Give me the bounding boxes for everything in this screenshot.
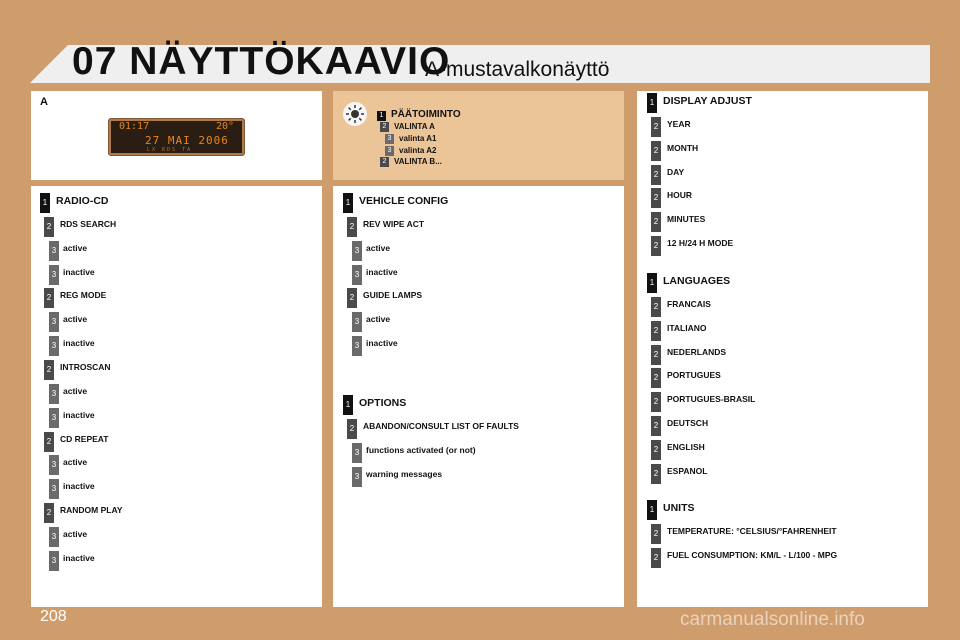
menu-item-label: ITALIANO <box>667 322 707 333</box>
menu-item-label: inactive <box>63 552 95 563</box>
menu-item-label: RADIO-CD <box>56 195 109 207</box>
menu-legend-label: VALINTA B... <box>394 157 442 166</box>
menu-item-label: FRANCAIS <box>667 298 711 309</box>
menu-item-label: GUIDE LAMPS <box>363 290 423 301</box>
menu-legend-panel <box>333 91 624 180</box>
menu-item-label: 12 H/24 H MODE <box>667 238 734 249</box>
menu-item-label: REV WIPE ACT <box>363 218 425 229</box>
menu-legend-label: valinta A2 <box>399 146 437 155</box>
level-badge: 2 <box>651 141 661 161</box>
level-badge: 3 <box>352 336 362 356</box>
level-badge: 1 <box>377 111 386 121</box>
menu-item-label: active <box>63 385 88 396</box>
menu-item-label: MINUTES <box>667 214 706 225</box>
menu-item-label: FUEL CONSUMPTION: KM/L - L/100 - MPG <box>667 549 838 560</box>
level-badge: 1 <box>343 395 353 415</box>
level-badge: 3 <box>49 551 59 571</box>
level-badge: 2 <box>347 217 357 237</box>
menu-item-label: active <box>366 314 391 325</box>
menu-item-label: active <box>63 314 88 325</box>
menu-item-label: inactive <box>63 409 95 420</box>
level-badge: 3 <box>49 527 59 547</box>
level-badge: 2 <box>651 416 661 436</box>
level-badge: 2 <box>651 464 661 484</box>
watermark: carmanualsonline.info <box>680 609 865 630</box>
menu-item-label: active <box>63 528 88 539</box>
menu-item-label: functions activated (or not) <box>366 444 476 455</box>
level-badge: 3 <box>49 384 59 404</box>
menu-item-label: REG MODE <box>60 290 107 301</box>
menu-legend-label: valinta A1 <box>399 134 437 143</box>
level-badge: 2 <box>651 165 661 185</box>
level-badge: 3 <box>352 443 362 463</box>
menu-item-label: ABANDON/CONSULT LIST OF FAULTS <box>363 420 519 431</box>
menu-legend-label: VALINTA A <box>394 122 435 131</box>
menu-item-label: CD REPEAT <box>60 433 109 444</box>
menu-item-label: NEDERLANDS <box>667 346 727 357</box>
lcd-date: 27 MAI 2006 <box>145 134 229 147</box>
level-badge: 3 <box>352 241 362 261</box>
menu-item-label: inactive <box>63 481 95 492</box>
menu-item-label: DAY <box>667 166 685 177</box>
level-badge: 2 <box>651 212 661 232</box>
menu-item-label: TEMPERATURE: °CELSIUS/°FAHRENHEIT <box>667 525 837 536</box>
level-badge: 3 <box>49 479 59 499</box>
menu-item-label: LANGUAGES <box>663 275 731 287</box>
level-badge: 3 <box>49 241 59 261</box>
page-subtitle: A-mustavalkonäyttö <box>425 58 610 81</box>
level-badge: 2 <box>651 548 661 568</box>
level-badge: 2 <box>651 392 661 412</box>
level-badge: 2 <box>380 122 389 132</box>
menu-item-label: YEAR <box>667 118 691 129</box>
level-badge: 2 <box>651 321 661 341</box>
level-badge: 1 <box>647 273 657 293</box>
level-badge: 3 <box>49 455 59 475</box>
menu-item-label: active <box>63 242 88 253</box>
level-badge: 3 <box>385 134 394 144</box>
level-badge: 2 <box>44 432 54 452</box>
level-badge: 1 <box>647 93 657 113</box>
menu-item-label: active <box>63 457 88 468</box>
level-badge: 1 <box>40 193 50 213</box>
level-badge: 3 <box>352 312 362 332</box>
menu-item-label: OPTIONS <box>359 397 407 409</box>
level-badge: 2 <box>651 440 661 460</box>
level-badge: 2 <box>651 345 661 365</box>
menu-item-label: HOUR <box>667 190 693 201</box>
menu-item-label: DEUTSCH <box>667 418 709 429</box>
display-label: A <box>40 96 48 108</box>
lcd-indicators: LX RDS TA <box>147 147 193 153</box>
level-badge: 2 <box>44 288 54 308</box>
level-badge: 2 <box>651 117 661 137</box>
menu-item-label: DISPLAY ADJUST <box>663 95 752 107</box>
menu-item-label: warning messages <box>366 468 443 479</box>
menu-item-label: RANDOM PLAY <box>60 505 123 516</box>
level-badge: 3 <box>385 146 394 156</box>
sun-icon <box>343 102 367 126</box>
menu-item-label: MONTH <box>667 142 699 153</box>
level-badge: 1 <box>647 500 657 520</box>
menu-item-label: RDS SEARCH <box>60 218 117 229</box>
level-badge: 3 <box>49 408 59 428</box>
level-badge: 2 <box>380 157 389 167</box>
level-badge: 3 <box>49 265 59 285</box>
menu-item-label: inactive <box>63 338 95 349</box>
lcd-temperature: 20° <box>215 121 234 132</box>
menu-item-label: ENGLISH <box>667 441 705 452</box>
level-badge: 2 <box>347 419 357 439</box>
level-badge: 3 <box>352 265 362 285</box>
level-badge: 2 <box>651 368 661 388</box>
level-badge: 2 <box>44 503 54 523</box>
level-badge: 2 <box>44 217 54 237</box>
level-badge: 2 <box>651 524 661 544</box>
lcd-time: 01:17 <box>119 121 150 132</box>
menu-item-label: INTROSCAN <box>60 361 111 372</box>
level-badge: 2 <box>347 288 357 308</box>
menu-item-label: PORTUGUES-BRASIL <box>667 394 756 405</box>
menu-item-label: inactive <box>366 338 398 349</box>
level-badge: 2 <box>651 236 661 256</box>
menu-item-label: ESPANOL <box>667 465 708 476</box>
menu-item-label: VEHICLE CONFIG <box>359 195 449 207</box>
menu-item-label: active <box>366 242 391 253</box>
menu-item-label: UNITS <box>663 502 695 514</box>
level-badge: 2 <box>651 188 661 208</box>
level-badge: 1 <box>343 193 353 213</box>
page-title: 07 NÄYTTÖKAAVIO <box>72 40 451 83</box>
level-badge: 3 <box>49 336 59 356</box>
menu-item-label: PORTUGUES <box>667 370 721 381</box>
level-badge: 3 <box>49 312 59 332</box>
level-badge: 2 <box>44 360 54 380</box>
menu-item-label: inactive <box>63 266 95 277</box>
lcd-display <box>108 118 245 156</box>
level-badge: 2 <box>651 297 661 317</box>
menu-legend-label: PÄÄTOIMINTO <box>391 109 461 120</box>
level-badge: 3 <box>352 467 362 487</box>
menu-item-label: inactive <box>366 266 398 277</box>
page-number: 208 <box>40 608 67 625</box>
